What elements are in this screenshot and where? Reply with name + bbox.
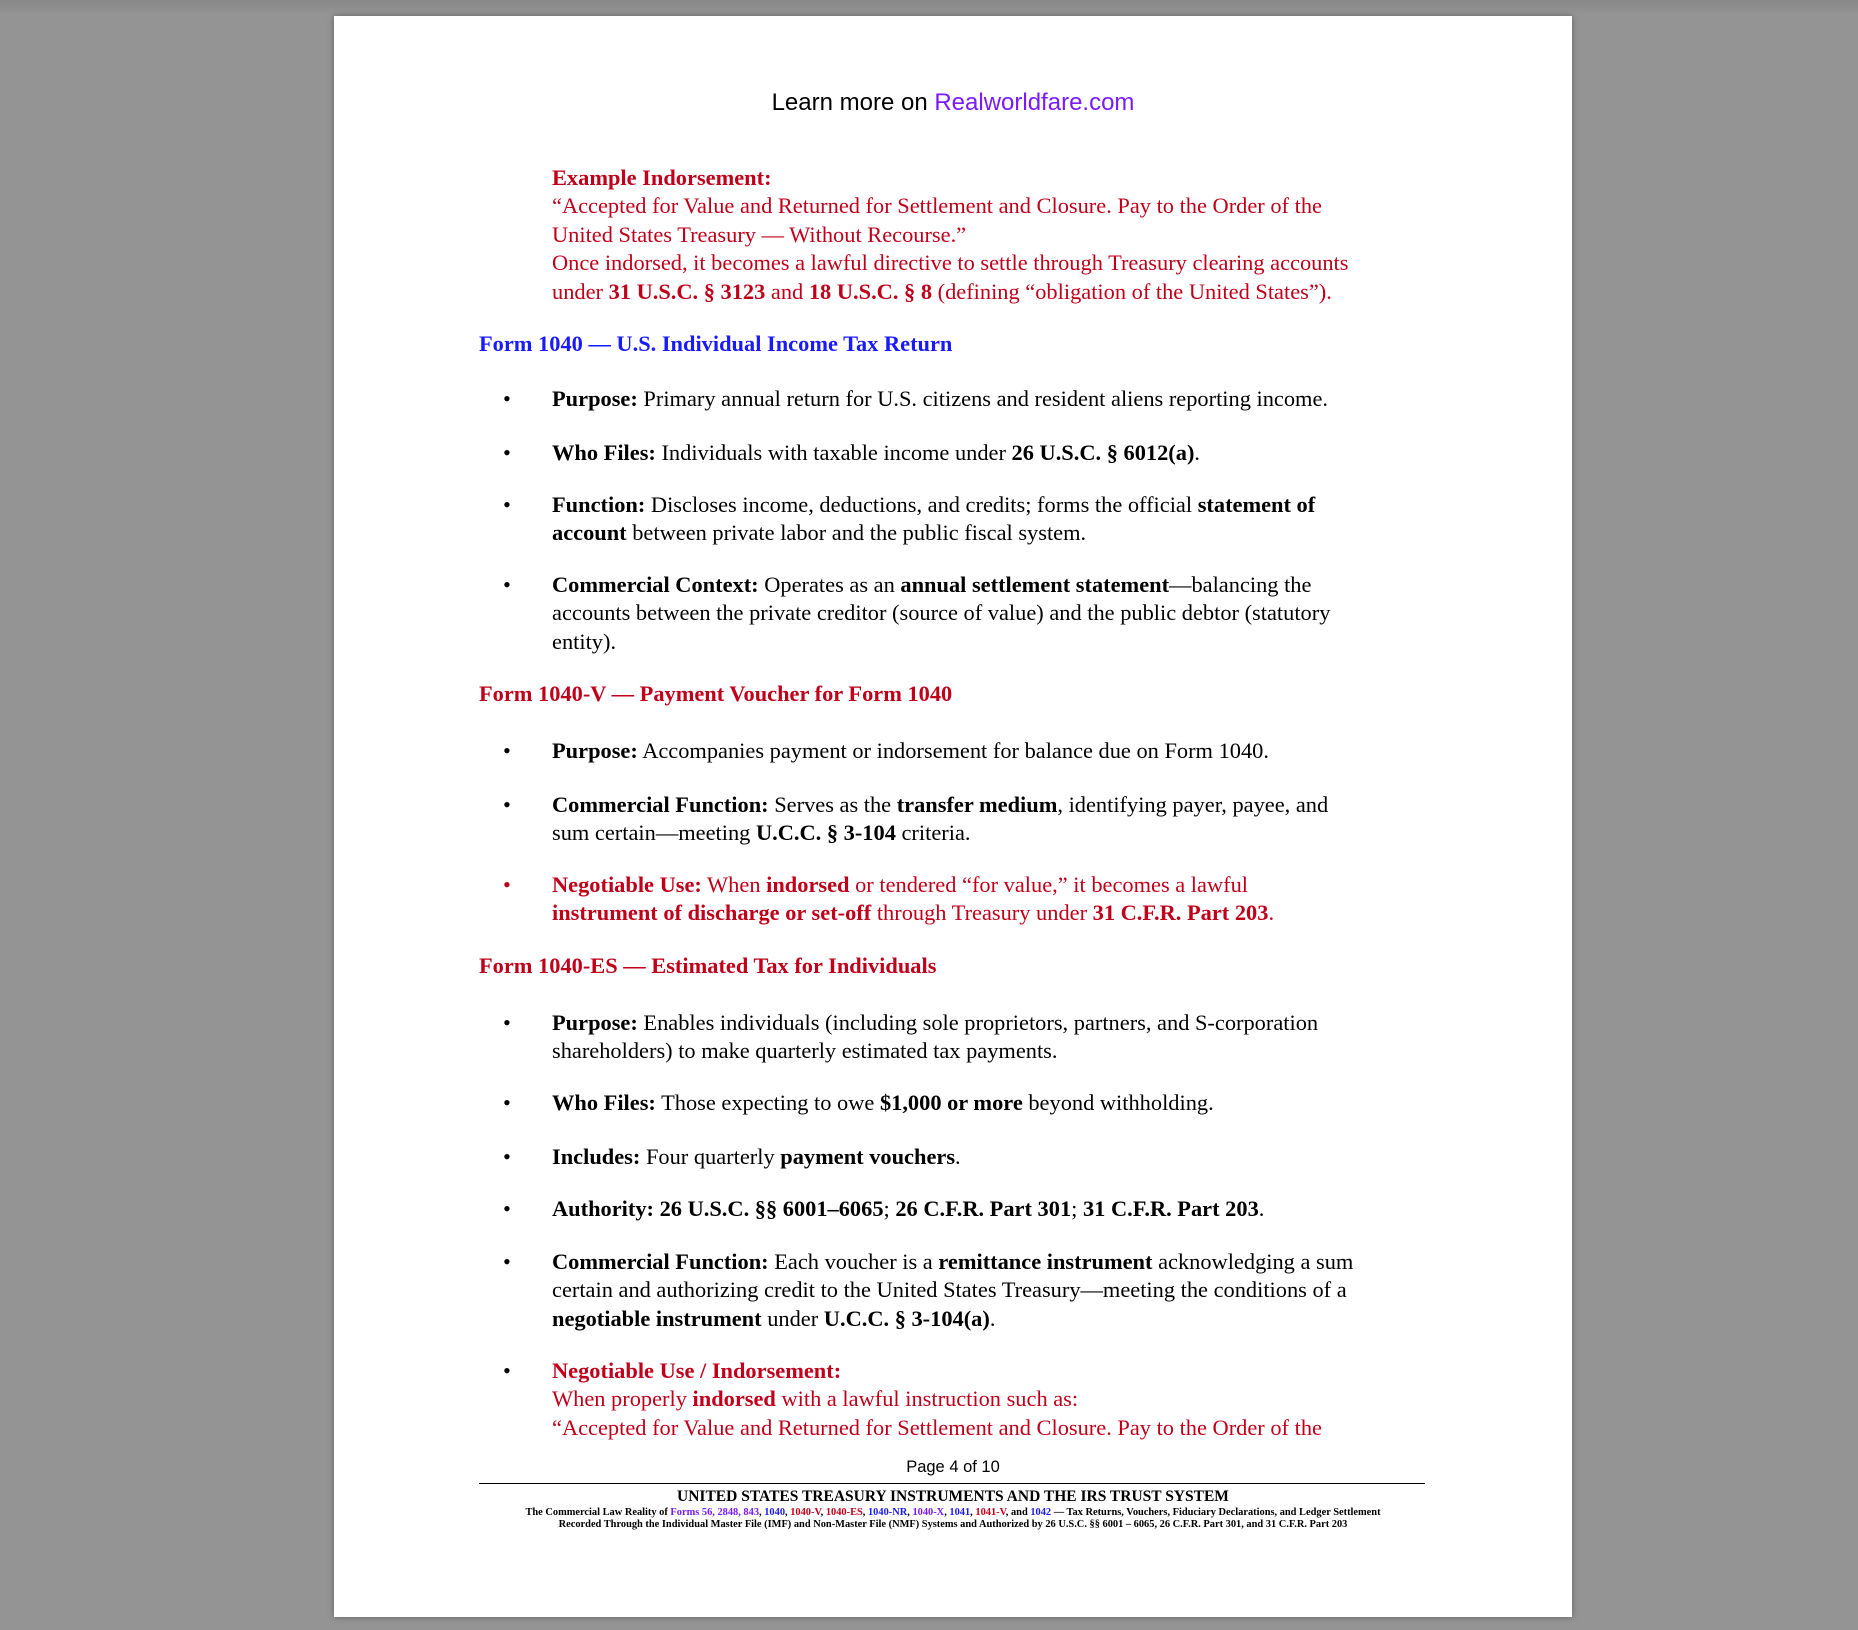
item-text: criteria. bbox=[895, 820, 971, 846]
item-text: Individuals with taxable income under bbox=[655, 440, 1012, 465]
footer-separator: , bbox=[759, 1507, 765, 1518]
item-text: beyond withholding. bbox=[1022, 1090, 1214, 1115]
item-label: Purpose: bbox=[552, 1010, 638, 1035]
footer-separator: , bbox=[862, 1507, 868, 1518]
footer-text: — Tax Returns, Vouchers, Fiduciary Declarations, and Ledger Settlement bbox=[1051, 1507, 1381, 1518]
item-text: or tendered “for value,” it becomes a lawful bbox=[849, 872, 1248, 897]
item-emphasis: account bbox=[552, 520, 627, 546]
item-text: Serves as the bbox=[768, 792, 897, 817]
item-text: Each voucher is a bbox=[768, 1249, 939, 1274]
footer-form-ref: 1040-X bbox=[912, 1507, 945, 1518]
bullet-icon: • bbox=[503, 792, 511, 817]
item-emphasis: $1,000 or more bbox=[879, 1090, 1023, 1115]
footer-form-ref: 1040-V bbox=[790, 1507, 821, 1518]
citation: 31 C.F.R. Part 203 bbox=[1082, 1196, 1259, 1221]
item-text: acknowledging a sum bbox=[1152, 1249, 1354, 1274]
footer-form-ref: 1040-NR bbox=[867, 1507, 908, 1518]
citation: U.C.C. § 3-104(a) bbox=[823, 1305, 990, 1331]
item-text: ; bbox=[1071, 1196, 1083, 1221]
item-text: Enables individuals (including sole proprietors, partners, and S-corporation bbox=[637, 1010, 1319, 1035]
item-emphasis: transfer medium bbox=[896, 792, 1058, 817]
item-text: . bbox=[989, 1305, 996, 1331]
bullet-icon: • bbox=[503, 1090, 511, 1115]
realworldfare-link[interactable]: Realworldfare.com bbox=[934, 89, 1135, 116]
item-text: When bbox=[701, 872, 767, 897]
learn-more-banner bbox=[334, 89, 1572, 117]
item-text: sum certain—meeting bbox=[552, 820, 756, 846]
item-label: Negotiable Use: bbox=[552, 872, 702, 897]
item-emphasis: remittance instrument bbox=[938, 1249, 1153, 1274]
footer-form-ref: 1041 bbox=[949, 1507, 971, 1518]
document-page bbox=[334, 16, 1572, 1617]
item-text: certain and authorizing credit to the United States Treasury—meeting the conditions of a bbox=[552, 1277, 1347, 1303]
example-quote-line: “Accepted for Value and Returned for Settlement and Closure. Pay to the Order of the bbox=[552, 193, 1322, 219]
item-label: Negotiable Use / Indorsement: bbox=[552, 1358, 842, 1383]
bullet-icon: • bbox=[503, 1010, 511, 1035]
footer-line-2: Recorded Through the Individual Master File (IMF) and Non-Master File (NMF) Systems and Authorized by 26 U.S.C. §§ 6001 – 6065, 26 C.F.R. Part 301, and 31 C.F.R. Part 203 bbox=[558, 1519, 1348, 1530]
bullet-icon: • bbox=[503, 738, 511, 763]
text-run: and bbox=[765, 278, 809, 304]
example-after-line: Once indorsed, it becomes a lawful directive to settle through Treasury clearing accounts bbox=[552, 250, 1349, 276]
footer-text: The Commercial Law Reality of bbox=[525, 1507, 671, 1518]
footer-form-ref: 1041-V bbox=[975, 1507, 1006, 1518]
item-label: Commercial Function: bbox=[552, 1249, 769, 1274]
item-text: Primary annual return for U.S. citizens and resident aliens reporting income. bbox=[637, 386, 1329, 411]
item-text: Accompanies payment or indorsement for balance due on Form 1040. bbox=[637, 738, 1269, 763]
item-emphasis: payment vouchers bbox=[780, 1144, 956, 1169]
footer-divider bbox=[479, 1483, 1425, 1484]
citation: 26 U.S.C. §§ 6001–6065 bbox=[654, 1196, 884, 1221]
citation: 18 U.S.C. § 8 bbox=[808, 278, 933, 304]
viewer-background-shade bbox=[0, 0, 1858, 14]
item-emphasis: indorsed bbox=[692, 1386, 776, 1412]
item-text: , identifying payer, payee, and bbox=[1057, 792, 1329, 817]
text-run: under bbox=[552, 278, 609, 304]
item-text: with a lawful instruction such as: bbox=[775, 1386, 1079, 1412]
item-text: between private labor and the public fiscal system. bbox=[626, 520, 1087, 546]
footer-separator: , bbox=[970, 1507, 976, 1518]
item-text: shareholders) to make quarterly estimated tax payments. bbox=[552, 1038, 1058, 1064]
example-title: Example Indorsement: bbox=[552, 165, 772, 190]
citation: U.C.C. § 3-104 bbox=[755, 820, 896, 846]
item-label: Commercial Function: bbox=[552, 792, 769, 817]
bullet-icon: • bbox=[503, 440, 511, 465]
item-label: Function: bbox=[552, 492, 646, 517]
item-text: . bbox=[955, 1144, 961, 1169]
bullet-icon: • bbox=[503, 872, 511, 897]
bullet-icon: • bbox=[503, 1358, 511, 1383]
section-heading-form-1040: Form 1040 — U.S. Individual Income Tax Return bbox=[479, 331, 953, 356]
footer-form-ref: 1040 bbox=[764, 1507, 786, 1518]
item-label: Who Files: bbox=[552, 1090, 656, 1115]
item-emphasis: annual settlement statement bbox=[900, 572, 1170, 597]
item-text: . bbox=[1194, 440, 1201, 465]
item-text: “Accepted for Value and Returned for Settlement and Closure. Pay to the Order of the bbox=[552, 1414, 1322, 1440]
section-heading-form-1040-es: Form 1040-ES — Estimated Tax for Individuals bbox=[479, 953, 937, 978]
item-emphasis: negotiable instrument bbox=[552, 1305, 762, 1331]
bullet-icon: • bbox=[503, 386, 511, 411]
item-text: Discloses income, deductions, and credits; forms the official bbox=[645, 492, 1198, 517]
item-text: Four quarterly bbox=[640, 1144, 781, 1169]
bullet-icon: • bbox=[503, 492, 511, 517]
section-heading-form-1040-v: Form 1040-V — Payment Voucher for Form 1040 bbox=[479, 681, 953, 706]
footer-separator: , and bbox=[1005, 1507, 1031, 1518]
example-indorsement bbox=[552, 164, 1452, 306]
citation: 26 C.F.R. Part 301 bbox=[895, 1196, 1072, 1221]
item-label: Commercial Context: bbox=[552, 572, 759, 597]
item-label: Who Files: bbox=[552, 440, 656, 465]
item-text: —balancing the bbox=[1169, 572, 1312, 597]
item-text: . bbox=[1258, 1196, 1265, 1221]
footer-title: UNITED STATES TREASURY INSTRUMENTS AND THE IRS TRUST SYSTEM bbox=[677, 1488, 1229, 1505]
footer-form-ref: Forms 56, 2848, 843 bbox=[670, 1507, 760, 1518]
footer-forms-list bbox=[670, 1507, 1051, 1518]
item-label: Includes: bbox=[552, 1144, 641, 1169]
citation: 31 C.F.R. Part 203 bbox=[1092, 900, 1269, 926]
page-number: Page 4 of 10 bbox=[906, 1458, 1000, 1476]
example-after-line bbox=[552, 278, 1452, 306]
item-text: When properly bbox=[552, 1386, 693, 1412]
item-text: Those expecting to owe bbox=[655, 1090, 880, 1115]
item-emphasis: instrument of discharge or set-off bbox=[552, 900, 872, 926]
item-emphasis: indorsed bbox=[766, 872, 850, 897]
item-label: Purpose: bbox=[552, 738, 638, 763]
bullet-icon: • bbox=[503, 1144, 511, 1169]
footer-separator: , bbox=[907, 1507, 913, 1518]
item-label: Purpose: bbox=[552, 386, 638, 411]
example-quote-line: United States Treasury — Without Recourse.” bbox=[552, 221, 967, 247]
item-emphasis: statement of bbox=[1197, 492, 1316, 517]
footer-separator: , bbox=[785, 1507, 791, 1518]
footer-separator: , bbox=[944, 1507, 950, 1518]
citation: 31 U.S.C. § 3123 bbox=[608, 278, 766, 304]
item-text: entity). bbox=[552, 628, 617, 654]
item-label: Authority: bbox=[552, 1196, 654, 1221]
learn-more-text: Learn more on bbox=[771, 89, 935, 116]
footer-line-1 bbox=[334, 1507, 1572, 1519]
citation: 26 U.S.C. § 6012(a) bbox=[1011, 440, 1195, 465]
footer-form-ref: 1040-ES bbox=[825, 1507, 863, 1518]
footer-separator: , bbox=[820, 1507, 826, 1518]
item-text: through Treasury under bbox=[871, 900, 1093, 926]
footer-form-ref: 1042 bbox=[1030, 1507, 1052, 1518]
item-text: ; bbox=[883, 1196, 896, 1221]
bullet-icon: • bbox=[503, 1196, 511, 1221]
item-text: under bbox=[761, 1305, 824, 1331]
bullet-icon: • bbox=[503, 572, 511, 597]
text-run: (defining “obligation of the United States”). bbox=[932, 278, 1332, 304]
item-text: Operates as an bbox=[758, 572, 901, 597]
bullet-icon: • bbox=[503, 1249, 511, 1274]
item-text: accounts between the private creditor (source of value) and the public debtor (statutory bbox=[552, 600, 1331, 626]
item-text: . bbox=[1268, 900, 1275, 926]
